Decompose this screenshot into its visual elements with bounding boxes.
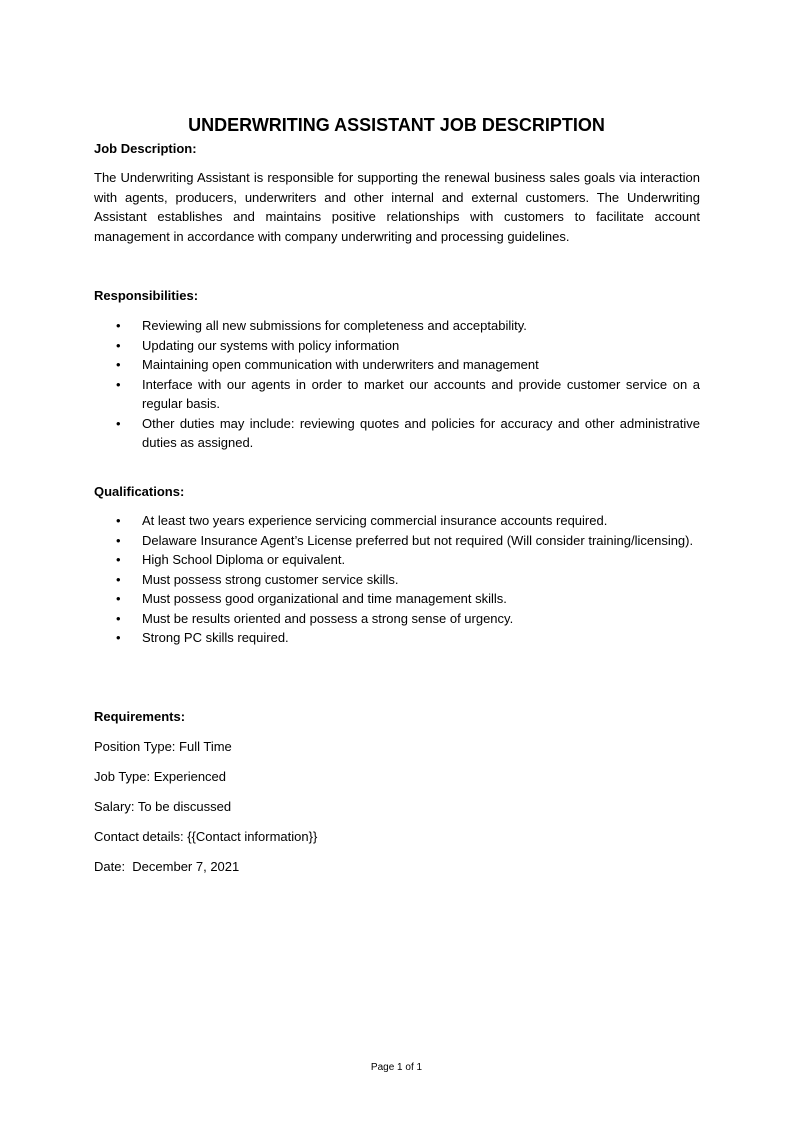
salary: Salary: To be discussed [94, 799, 232, 814]
requirements-heading: Requirements: [94, 709, 186, 724]
date: Date: December 7, 2021 [94, 859, 240, 874]
qualifications-heading: Qualifications: [94, 484, 185, 499]
responsibilities-heading: Responsibilities: [94, 288, 199, 303]
responsibilities-list [94, 316, 700, 453]
job-description-paragraph: The Underwriting Assistant is responsible for supporting the renewal business sales goals via interaction with agents, producers, underwriters and other internal and external customers. The Underwriting Assistant establishes and maintains positive relationships with customers to facilitate account management in accordance with company underwriting and processing guidelines. [94, 170, 700, 244]
list-item: • High School Diploma or equivalent. [94, 550, 700, 570]
qualifications-list [94, 511, 700, 648]
list-item: • Interface with our agents in order to market our accounts and provide customer service on a regular basis. [94, 375, 700, 414]
page-number: Page 1 of 1 [370, 1062, 423, 1073]
contact-details: Contact details: {{Contact information}} [94, 829, 318, 844]
list-item: • Maintaining open communication with underwriters and management [94, 355, 700, 375]
list-item: • Strong PC skills required. [94, 628, 700, 648]
list-item: • Updating our systems with policy information [94, 336, 700, 356]
list-item: • Reviewing all new submissions for completeness and acceptability. [94, 316, 700, 336]
list-item: • At least two years experience servicing commercial insurance accounts required. [94, 511, 700, 531]
job-type: Job Type: Experienced [94, 769, 227, 784]
job-description-heading: Job Description: [94, 141, 197, 156]
list-item: • Delaware Insurance Agent’s License preferred but not required (Will consider training/licensing). [94, 531, 700, 551]
list-item: • Must possess strong customer service skills. [94, 570, 700, 590]
list-item: • Must be results oriented and possess a strong sense of urgency. [94, 609, 700, 629]
list-item: • Other duties may include: reviewing quotes and policies for accuracy and other administrative duties as assigned. [94, 414, 700, 453]
document-title: UNDERWRITING ASSISTANT JOB DESCRIPTION [188, 115, 605, 135]
position-type: Position Type: Full Time [94, 739, 232, 754]
list-item: • Must possess good organizational and time management skills. [94, 589, 700, 609]
